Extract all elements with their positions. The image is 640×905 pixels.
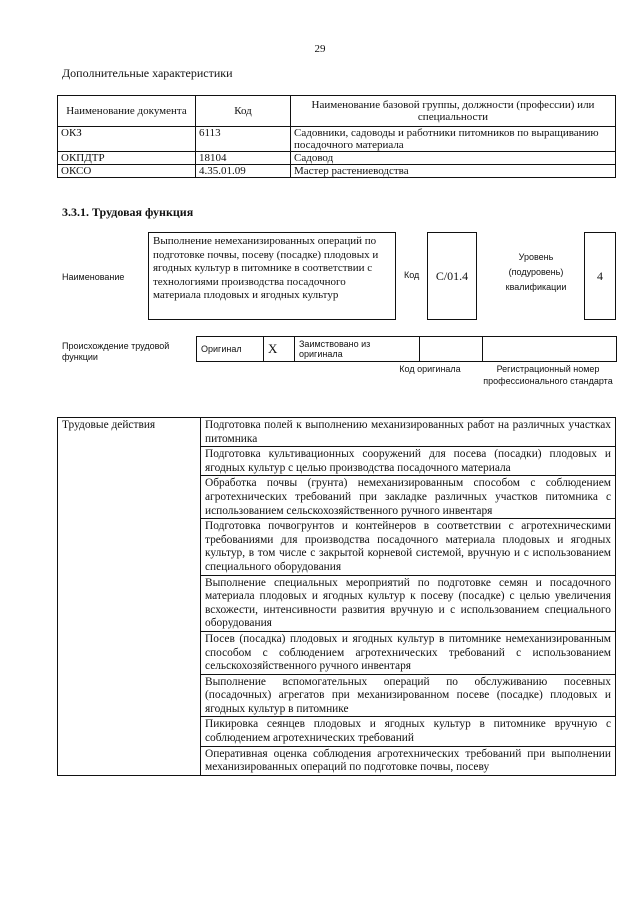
row-code: 6113 [196, 127, 291, 152]
page-number: 29 [314, 43, 326, 55]
reg-number-cell [483, 337, 617, 362]
characteristics-header-row [58, 96, 616, 127]
function-name-label: Наименование [62, 272, 125, 282]
row-name: Садовники, садоводы и работники питомников по выращиванию посадочного материала [291, 127, 616, 152]
table-row [58, 152, 616, 165]
row-name: Садовод [291, 152, 616, 165]
header-group-name: Наименование базовой группы, должности (профессии) или специальности [291, 96, 616, 127]
qualification-level-label: Уровень (подуровень) квалификации [505, 252, 567, 292]
labor-action-item: Подготовка почвогрунтов и контейнеров в соответствии с агротехническими требованиями для производства посадочного материала плодовых и ягодных культур, в том числе с закрытой корневой системой, вручную и с использованием специального оборудования [201, 519, 616, 575]
function-code-label: Код [404, 270, 420, 280]
labor-action-item: Пикировка сеянцев плодовых и ягодных культур в питомнике вручную с соблюдением агротехнических требований [201, 717, 616, 746]
row-name: Мастер растениеводства [291, 165, 616, 178]
original-mark: X [264, 337, 295, 362]
additional-characteristics-title: Дополнительные характеристики [62, 66, 233, 80]
row-doc: ОКПДТР [58, 152, 196, 165]
characteristics-table [57, 95, 616, 178]
header-code: Код [196, 96, 291, 127]
origin-table [196, 336, 617, 362]
function-code-box: C/01.4 [427, 232, 477, 320]
row-doc: ОКЗ [58, 127, 196, 152]
code-original-cell [420, 337, 483, 362]
labor-action-item: Подготовка культивационных сооружений для посева (посадки) плодовых и ягодных культур с целью производства посадочного материала [201, 447, 616, 476]
header-document: Наименование документа [58, 96, 196, 127]
labor-actions-table [57, 417, 616, 776]
labor-action-item: Посев (посадка) плодовых и ягодных культур в питомнике немеханизированным способом с соблюдением агротехнических требований с использованием сельскохозяйственного ручного инвентаря [201, 631, 616, 674]
table-row [58, 165, 616, 178]
labor-action-item: Обработка почвы (грунта) немеханизированным способом с соблюдением агротехнических требований при закладке различных участков питомника с использованием сельскохозяйственного ручного инвентаря [201, 476, 616, 519]
row-code: 4.35.01.09 [196, 165, 291, 178]
original-label: Оригинал [197, 337, 264, 362]
labor-action-item: Выполнение специальных мероприятий по подготовке семян и посадочного материала плодовых и ягодных культур к посеву (посадке) с целью увеличения всхожести, интенсивности развития вручную и с использованием специального оборудования [201, 575, 616, 631]
labor-action-item: Оперативная оценка соблюдения агротехнических требований при выполнении механизированных операций по подготовке почвы, посеву [201, 746, 616, 775]
row-doc: ОКСО [58, 165, 196, 178]
reg-number-label: Регистрационный номер профессионального стандарта [483, 364, 613, 386]
table-row [58, 127, 616, 152]
function-name-box: Выполнение немеханизированных операций по подготовке почвы, посеву (посадке) плодовых и ягодных культур в питомнике в соответствии с технологиями производства посадочного материала плодовых и ягодных культур [148, 232, 396, 320]
origin-row [197, 337, 617, 362]
labor-action-item: Выполнение вспомогательных операций по обслуживанию посевных (посадочных) агрегатов при механизированном посеве (посадке) плодовых и ягодных культур в питомнике [201, 674, 616, 717]
borrowed-label: Заимствовано из оригинала [295, 337, 420, 362]
code-original-label: Код оригинала [399, 364, 461, 374]
origin-label: Происхождение трудовой функции [62, 341, 170, 362]
qualification-level-box: 4 [584, 232, 616, 320]
function-heading: 3.3.1. Трудовая функция [62, 205, 194, 219]
table-row [58, 418, 616, 447]
row-code: 18104 [196, 152, 291, 165]
labor-actions-label: Трудовые действия [58, 418, 201, 776]
labor-action-item: Подготовка полей к выполнению механизированных работ на различных участках питомника [201, 418, 616, 447]
